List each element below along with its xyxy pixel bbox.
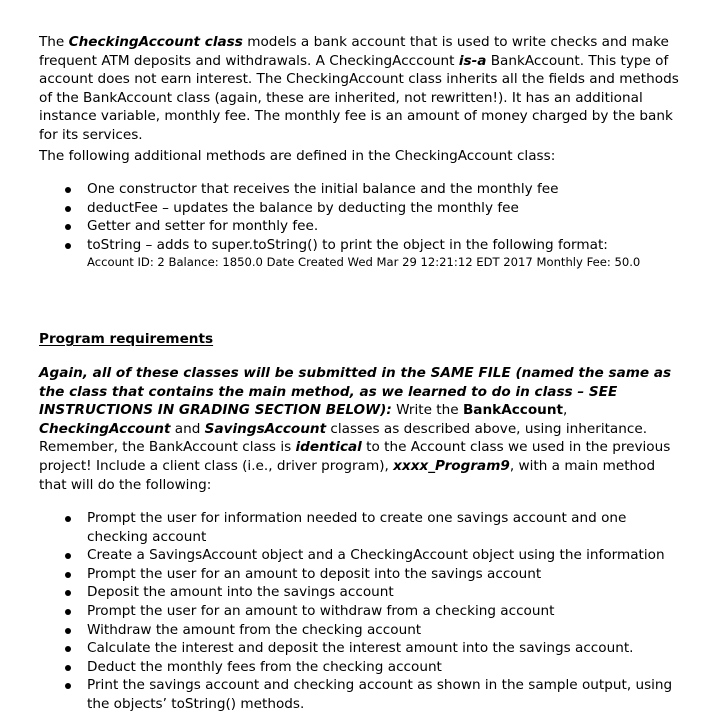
list-item: toString – adds to super.toString() to print the object in the following format: — [87, 236, 687, 255]
section-heading: Program requirements — [39, 331, 214, 347]
is-a-term: is-a — [458, 52, 487, 69]
methods-intro: The following additional methods are defined in the CheckingAccount class: — [39, 148, 556, 164]
bullet-icon — [65, 553, 71, 559]
list-item: Getter and setter for monthly fee. — [87, 217, 687, 236]
identical-term: identical — [295, 439, 362, 456]
bank-account-term: BankAccount — [462, 402, 564, 419]
list-item: Prompt the user for an amount to withdraw from a checking account — [87, 602, 687, 621]
bullet-icon — [65, 665, 71, 671]
bullet-icon — [65, 572, 71, 578]
checking-account-class-term: CheckingAccount class — [68, 34, 243, 50]
bullet-icon — [65, 590, 71, 596]
checking-account-term: CheckingAccount — [39, 420, 171, 437]
same-file-instruction: Again, all of these classes will be submitted in the SAME FILE (named the same as the class that contains the main method, as we learned to do in class – SEE INSTRUCTIONS IN GRADING SECTION BELOW): — [39, 365, 672, 419]
checking-account-description: The CheckingAccount class models a bank account that is used to write checks and make frequent ATM deposits and withdrawals. A CheckingAcccount is-a BankAccount. This type of account does not earn interest. The CheckingAccount class inherits all the fields and methods of the BankAccount class (again, these are inherited, not rewritten!). It has an additional instance variable, monthly fee. The monthly fee is an amount of money charged by the bank for its services. — [39, 34, 679, 143]
list-item: Prompt the user for information needed to create one savings account and one checking account — [87, 509, 687, 546]
bullet-icon — [65, 224, 71, 230]
list-item: One constructor that receives the initial balance and the monthly fee — [87, 180, 687, 199]
bullet-icon — [65, 243, 71, 249]
bullet-icon — [65, 516, 71, 522]
program-class-name: xxxx_Program9 — [393, 457, 510, 474]
bullet-icon — [65, 206, 71, 212]
bullet-icon — [65, 628, 71, 634]
sample-output-line: Account ID: 2 Balance: 1850.0 Date Created Wed Mar 29 12:21:12 EDT 2017 Monthly Fee: 50.0 — [87, 255, 641, 269]
methods-list — [87, 180, 687, 254]
list-item: Prompt the user for an amount to deposit into the savings account — [87, 565, 687, 584]
bullet-icon — [65, 646, 71, 652]
requirements-list — [87, 509, 687, 714]
list-item: Print the savings account and checking account as shown in the sample output, using the objects’ toString() methods. — [87, 676, 687, 713]
list-item: Withdraw the amount from the checking account — [87, 621, 687, 640]
list-item: deductFee – updates the balance by deducting the monthly fee — [87, 199, 687, 218]
program-requirements-paragraph: Again, all of these classes will be submitted in the SAME FILE (named the same as the class that contains the main method, as we learned to do in class – SEE INSTRUCTIONS IN GRADING SECTION BELOW): Write the BankAccount, CheckingAccount and SavingsAccount classes as described above, using inheritance. Remember, the BankAccount class is identical to the Account class we used in the previous project! Include a client class (i.e., driver program), xxxx_Program9, with a main method that will do the following: — [39, 365, 672, 493]
bullet-icon — [65, 683, 71, 689]
list-item: Calculate the interest and deposit the interest amount into the savings account. — [87, 639, 687, 658]
savings-account-term: SavingsAccount — [204, 420, 327, 437]
list-item: Deposit the amount into the savings account — [87, 583, 687, 602]
bullet-icon — [65, 609, 71, 615]
list-item: Deduct the monthly fees from the checking account — [87, 658, 687, 677]
list-item: Create a SavingsAccount object and a CheckingAccount object using the information — [87, 546, 687, 565]
bullet-icon — [65, 187, 71, 193]
